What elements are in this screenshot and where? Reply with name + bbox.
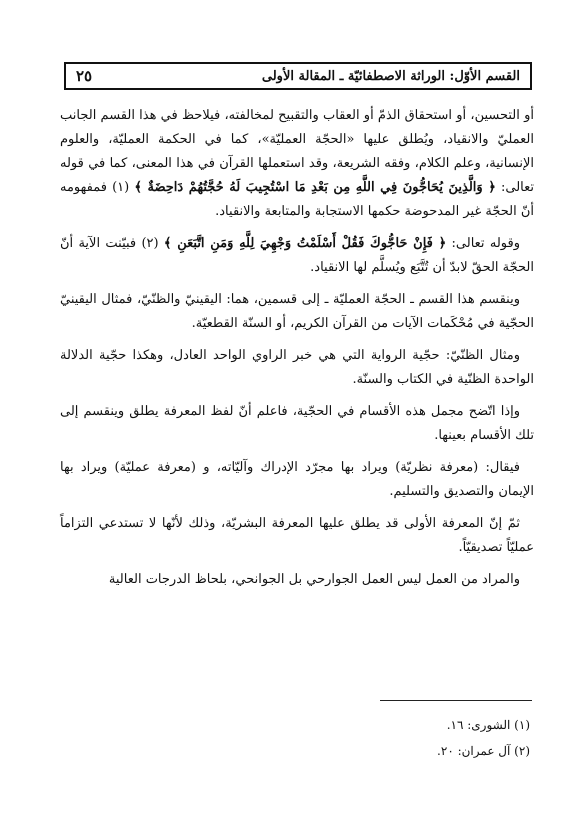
paragraph-text: ثمّ إنّ المعرفة الأولى قد يطلق عليها المعرفة البشريّة، وذلك لأنّها لا تستدعي التزاماً عمليّاً تصديقيّاً. [60,516,534,555]
quran-verse: ﴿ وَالَّذِينَ يُحَاجُّونَ فِي اللَّهِ مِن بَعْدِ مَا اسْتُجِيبَ لَهُ حُجَّتُهُمْ دَاحِضَةٌ ﴾ [134,180,496,195]
paragraph-4 [60,344,534,392]
page-number: ٢٥ [76,67,93,85]
paragraph-text: ومثال الظنّيّ: حجّية الرواية التي هي خبر الراوي الواحد العادل، وهكذا حجّية الدلالة الواحدة الظنّية في الكتاب والسنّة. [60,348,534,387]
footnote-2: (٢) آل عمران: ٢٠. [437,744,530,758]
paragraph-1 [60,104,534,224]
paragraph-text: أو التحسين، أو استحقاق الذمّ أو العقاب والتقبيح لمخالفته، فيلاحظ في هذا القسم الجانب العمليّ والانقياد، ويُطلق عليها «الحجّة العمليّة»، كما في الحكمة العمليّة، والعلوم الإنسانية، وعلم الكلام، وفقه الشريعة، وقد استعملها القرآن في هذا المعنى، كما في قوله تعالى: [60,108,534,195]
header-title: القسم الأوّل: الوراثة الاصطفائيّة ـ المقالة الأولى [261,68,520,84]
footnote-1: (١) الشورى: ١٦. [446,718,530,732]
paragraph-text: وقوله تعالى: [446,236,520,251]
paragraph-3 [60,288,534,336]
paragraph-text: (٢) فبيّنت الآية أنّ الحجّة الحقّ لابدّ أن تُتَّبَع ويُسلَّم لها الانقياد. [60,236,534,275]
paragraph-text: (١) فمفهومه أنّ الحجّة غير المدحوضة حكمها الاستجابة والمتابعة والانقياد. [60,180,534,219]
paragraph-8 [60,568,534,592]
running-header [64,62,532,90]
footnotes [60,712,530,764]
paragraph-text: فيقال: (معرفة نظريّة) ويراد بها مجرّد الإدراك وآليّاته، و (معرفة عمليّة) ويراد بها الإيمان والتصديق والتسليم. [60,460,534,499]
footnote-divider [380,700,532,701]
paragraph-text: والمراد من العمل ليس العمل الجوارحي بل الجوانحي، بلحاظ الدرجات العالية [108,572,520,587]
quran-verse: ﴿ فَإِنْ حَاجُّوكَ فَقُلْ أَسْلَمْتُ وَجْهِيَ لِلَّهِ وَمَنِ اتَّبَعَنِ ﴾ [163,236,447,251]
body-text [60,104,534,600]
paragraph-2 [60,232,534,280]
paragraph-text: وإذا اتّضح مجمل هذه الأقسام في الحجّية، فاعلم أنّ لفظ المعرفة يطلق وينقسم إلى تلك الأقسام بعينها. [60,404,534,443]
paragraph-5 [60,400,534,448]
paragraph-6 [60,456,534,504]
paragraph-text: وينقسم هذا القسم ـ الحجّة العمليّة ـ إلى قسمين، هما: اليقينيّ والظنّيّ، فمثال اليقينيّ الحجّية في مُحْكَمات الآيات من القرآن الكريم، أو السنّة القطعيّة. [60,292,534,331]
paragraph-7 [60,512,534,560]
